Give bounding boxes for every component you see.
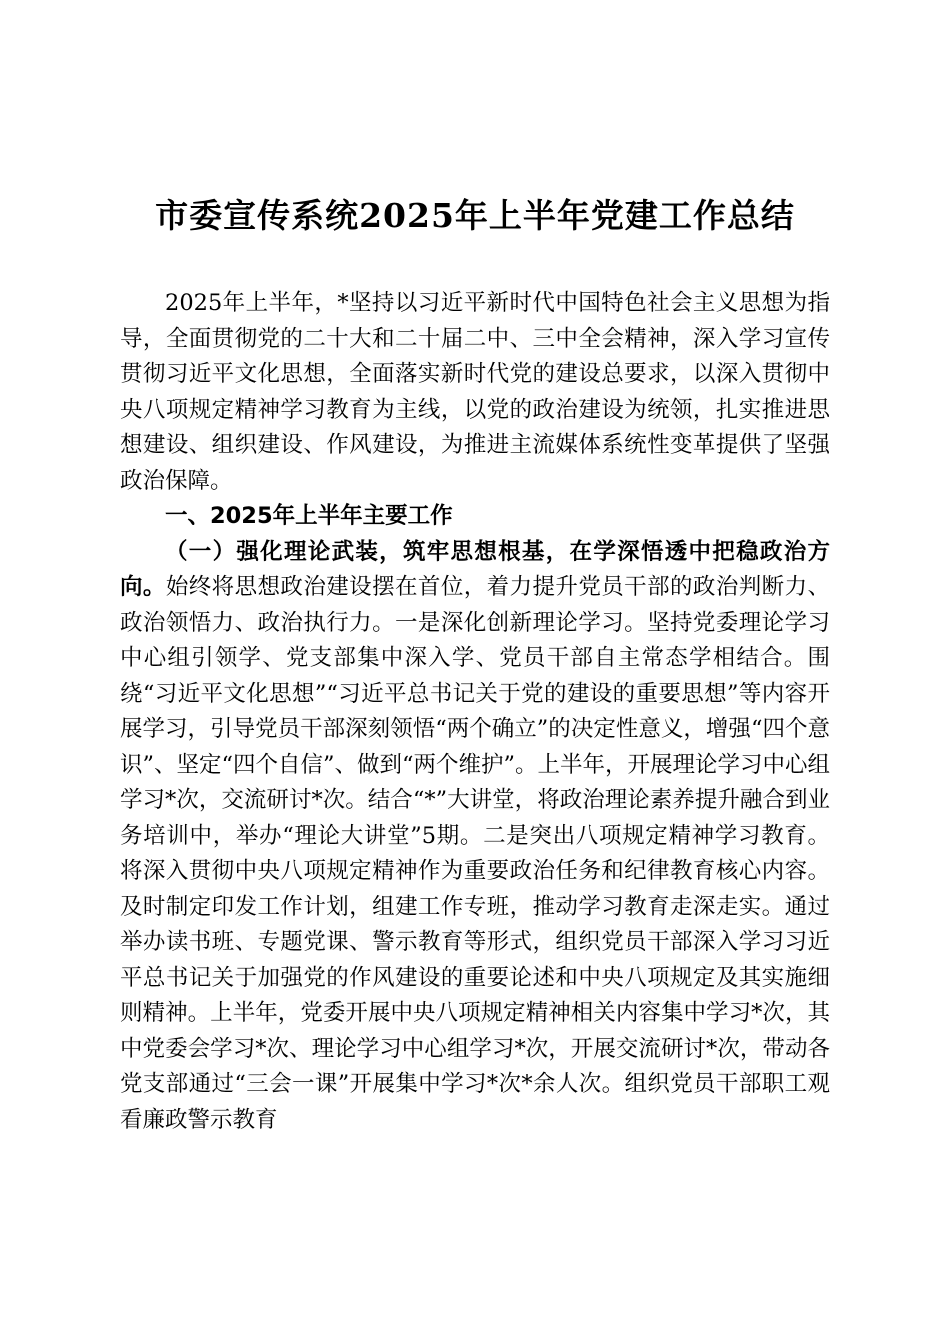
subsection-body: 始终将思想政治建设摆在首位，着力提升党员干部的政治判断力、政治领悟力、政治执行力。一是深化创新理论学习。坚持党委理论学习中心组引领学、党支部集中深入学、党员干部自主常态学相结合。围绕“习近平文化思想”“习近平总书记关于党的建设的重要思想”等内容开展学习，引导党员干部深刻领悟“两个确立”的决定性意义，增强“四个意识”、坚定“四个自信”、做到“两个维护”。上半年，开展理论学习中心组学习*次，交流研讨*次。结合“*”大讲堂，将政治理论素养提升融合到业务培训中，举办“理论大讲堂”5期。二是突出八项规定精神学习教育。将深入贯彻中央八项规定精神作为重要政治任务和纪律教育核心内容。及时制定印发工作计划，组建工作专班，推动学习教育走深走实。通过举办读书班、专题党课、警示教育等形式，组织党员干部深入学习习近平总书记关于加强党的作风建设的重要论述和中央八项规定及其实施细则精神。上半年，党委开展中央八项规定精神相关内容集中学习*次，其中党委会学习*次、理论学习中心组学习*次，开展交流研讨*次，带动各党支部通过“三会一课”开展集中学习*次*余人次。组织党员干部职工观看廉政警示教育 xyxy=(120,574,831,1133)
document-title: 市委宣传系统2025年上半年党建工作总结 xyxy=(155,196,795,235)
document-body xyxy=(120,286,830,1138)
intro-paragraph: 2025年上半年，*坚持以习近平新时代中国特色社会主义思想为指导，全面贯彻党的二十大和二十届二中、三中全会精神，深入学习宣传贯彻习近平文化思想，全面落实新时代党的建设总要求，以深入贯彻中央八项规定精神学习教育为主线，以党的政治建设为统领，扎实推进思想建设、组织建设、作风建设，为推进主流媒体系统性变革提供了坚强政治保障。 xyxy=(120,290,830,494)
subsection-lead: （一）强化理论武装，筑牢思想根基，在学深悟透中把稳政治方向。 xyxy=(120,538,830,600)
section-heading: 一、2025年上半年主要工作 xyxy=(165,503,453,529)
subsection-paragraph xyxy=(120,535,830,1139)
